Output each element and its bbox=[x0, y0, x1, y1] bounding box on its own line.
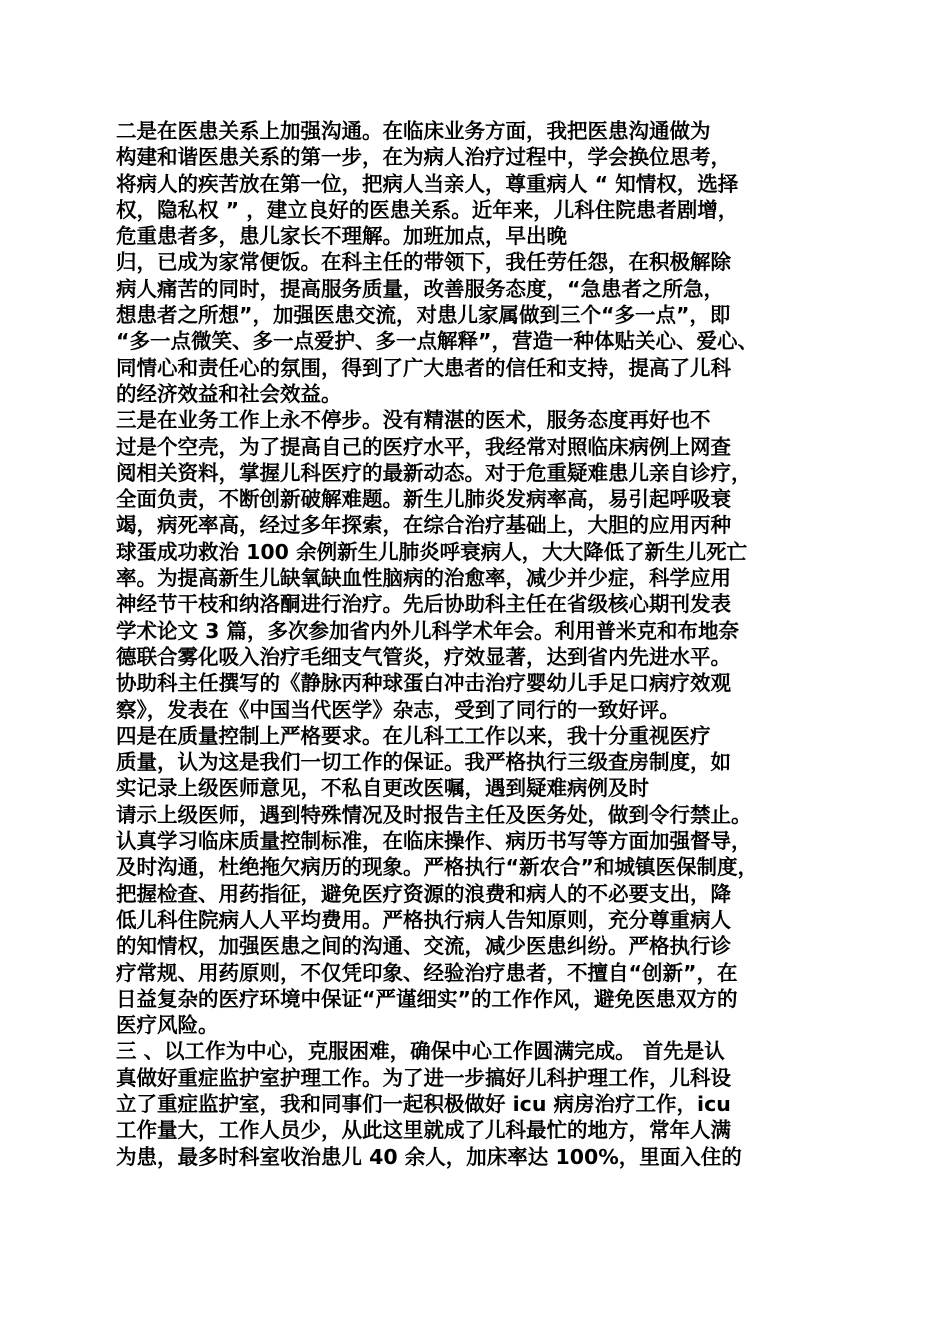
text-line: 过是个空壳，为了提高自己的医疗水平，我经常对照临床病例上网查 bbox=[116, 434, 731, 459]
text-line: 察》，发表在《中国当代医学》杂志，受到了同行的一致好评。 bbox=[116, 697, 680, 722]
text-line: 低儿科住院病人人平均费用。严格执行病人告知原则，充分尊重病人 bbox=[116, 907, 731, 932]
text-line: 实记录上级医师意见，不私自更改医嘱，遇到疑难病例及时 bbox=[116, 776, 649, 801]
text-line: 真做好重症监护室护理工作。为了进一步搞好儿科护理工作，儿科设 bbox=[116, 1065, 731, 1090]
text-line: 学术论文 3 篇，多次参加省内外儿科学术年会。利用普米克和布地奈 bbox=[116, 618, 740, 643]
text-line: 工作量大，工作人员少，从此这里就成了儿科最忙的地方，常年人满 bbox=[116, 1118, 731, 1143]
text-line: 把握检查、用药指征，避免医疗资源的浪费和病人的不必要支出，降 bbox=[116, 881, 731, 906]
text-line: 归，已成为家常便饭。在科主任的带领下，我任劳任怨，在积极解除 bbox=[116, 250, 731, 275]
text-line: 医疗风险。 bbox=[116, 1013, 219, 1038]
text-line: 质量，认为这是我们一切工作的保证。我严格执行三级查房制度，如 bbox=[116, 750, 731, 775]
text-line: 认真学习临床质量控制标准，在临床操作、病历书写等方面加强督导， bbox=[116, 829, 752, 854]
text-line: 为患，最多时科室收治患儿 40 余人，加床率达 100%，里面入住的 bbox=[116, 1144, 742, 1169]
text-line: 全面负责，不断创新破解难题。新生儿肺炎发病率高，易引起呼吸衰 bbox=[116, 487, 731, 512]
text-line: 将病人的疾苦放在第一位，把病人当亲人，尊重病人 “ 知情权，选择 bbox=[116, 171, 739, 196]
text-line: 及时沟通，杜绝拖欠病历的现象。严格执行“新农合”和城镇医保制度， bbox=[116, 855, 758, 880]
text-line: 想患者之所想”，加强医患交流，对患儿家属做到三个“多一点”，即 bbox=[116, 303, 731, 328]
text-line: 危重患者多，患儿家长不理解。加班加点，早出晚 bbox=[116, 224, 567, 249]
text-line: 病人痛苦的同时，提高服务质量，改善服务态度，“急患者之所急， bbox=[116, 276, 724, 301]
text-line: 三 、以工作为中心，克服困难，确保中心工作圆满完成。 首先是认 bbox=[116, 1039, 725, 1064]
text-line: 立了重症监护室，我和同事们一起积极做好 icu 病房治疗工作，icu bbox=[116, 1091, 731, 1116]
text-line: 二是在医患关系上加强沟通。在临床业务方面，我把医患沟通做为 bbox=[116, 119, 711, 143]
text-line: “多一点微笑、多一点爱护、多一点解释”，营造一种体贴关心、爱心、 bbox=[116, 329, 758, 354]
text-line: 神经节干枝和纳洛酮进行治疗。先后协助科主任在省级核心期刊发表 bbox=[116, 592, 731, 617]
text-line: 竭，病死率高，经过多年探索，在综合治疗基础上，大胆的应用丙种 bbox=[116, 513, 731, 538]
text-line: 协助科主任撰写的《静脉丙种球蛋白冲击治疗婴幼儿手足口病疗效观 bbox=[116, 671, 731, 696]
text-line: 权，隐私权 ” ，建立良好的医患关系。近年来，儿科住院患者剧增， bbox=[116, 197, 739, 222]
text-line: 率。为提高新生儿缺氧缺血性脑病的治愈率，减少并少症，科学应用 bbox=[116, 566, 731, 591]
text-line: 四是在质量控制上严格要求。在儿科工工作以来，我十分重视医疗 bbox=[116, 723, 711, 748]
text-line: 构建和谐医患关系的第一步，在为病人治疗过程中，学会换位思考， bbox=[116, 145, 731, 170]
text-line: 请示上级医师，遇到特殊情况及时报告主任及医务处，做到令行禁止。 bbox=[116, 802, 752, 827]
text-line: 同情心和责任心的氛围，得到了广大患者的信任和支持，提高了儿科 bbox=[116, 355, 731, 380]
text-line: 的知情权，加强医患之间的沟通、交流，减少医患纠纷。严格执行诊 bbox=[116, 934, 731, 959]
text-line: 阅相关资料，掌握儿科医疗的最新动态。对于危重疑难患儿亲自诊疗， bbox=[116, 460, 752, 485]
text-line: 的经济效益和社会效益。 bbox=[116, 381, 342, 406]
text-line: 三是在业务工作上永不停步。没有精湛的医术，服务态度再好也不 bbox=[116, 408, 711, 433]
text-line: 日益复杂的医疗环境中保证“严谨细实”的工作作风，避免医患双方的 bbox=[116, 986, 738, 1011]
text-line: 球蛋成功救治 100 余例新生儿肺炎呼衰病人，大大降低了新生儿死亡 bbox=[116, 539, 748, 564]
body-text bbox=[116, 118, 846, 1170]
text-line: 疗常规、用药原则，不仅凭印象、经验治疗患者，不擅自“创新”，在 bbox=[116, 960, 738, 985]
text-line: 德联合雾化吸入治疗毛细支气管炎，疗效显著，达到省内先进水平。 bbox=[116, 644, 731, 669]
